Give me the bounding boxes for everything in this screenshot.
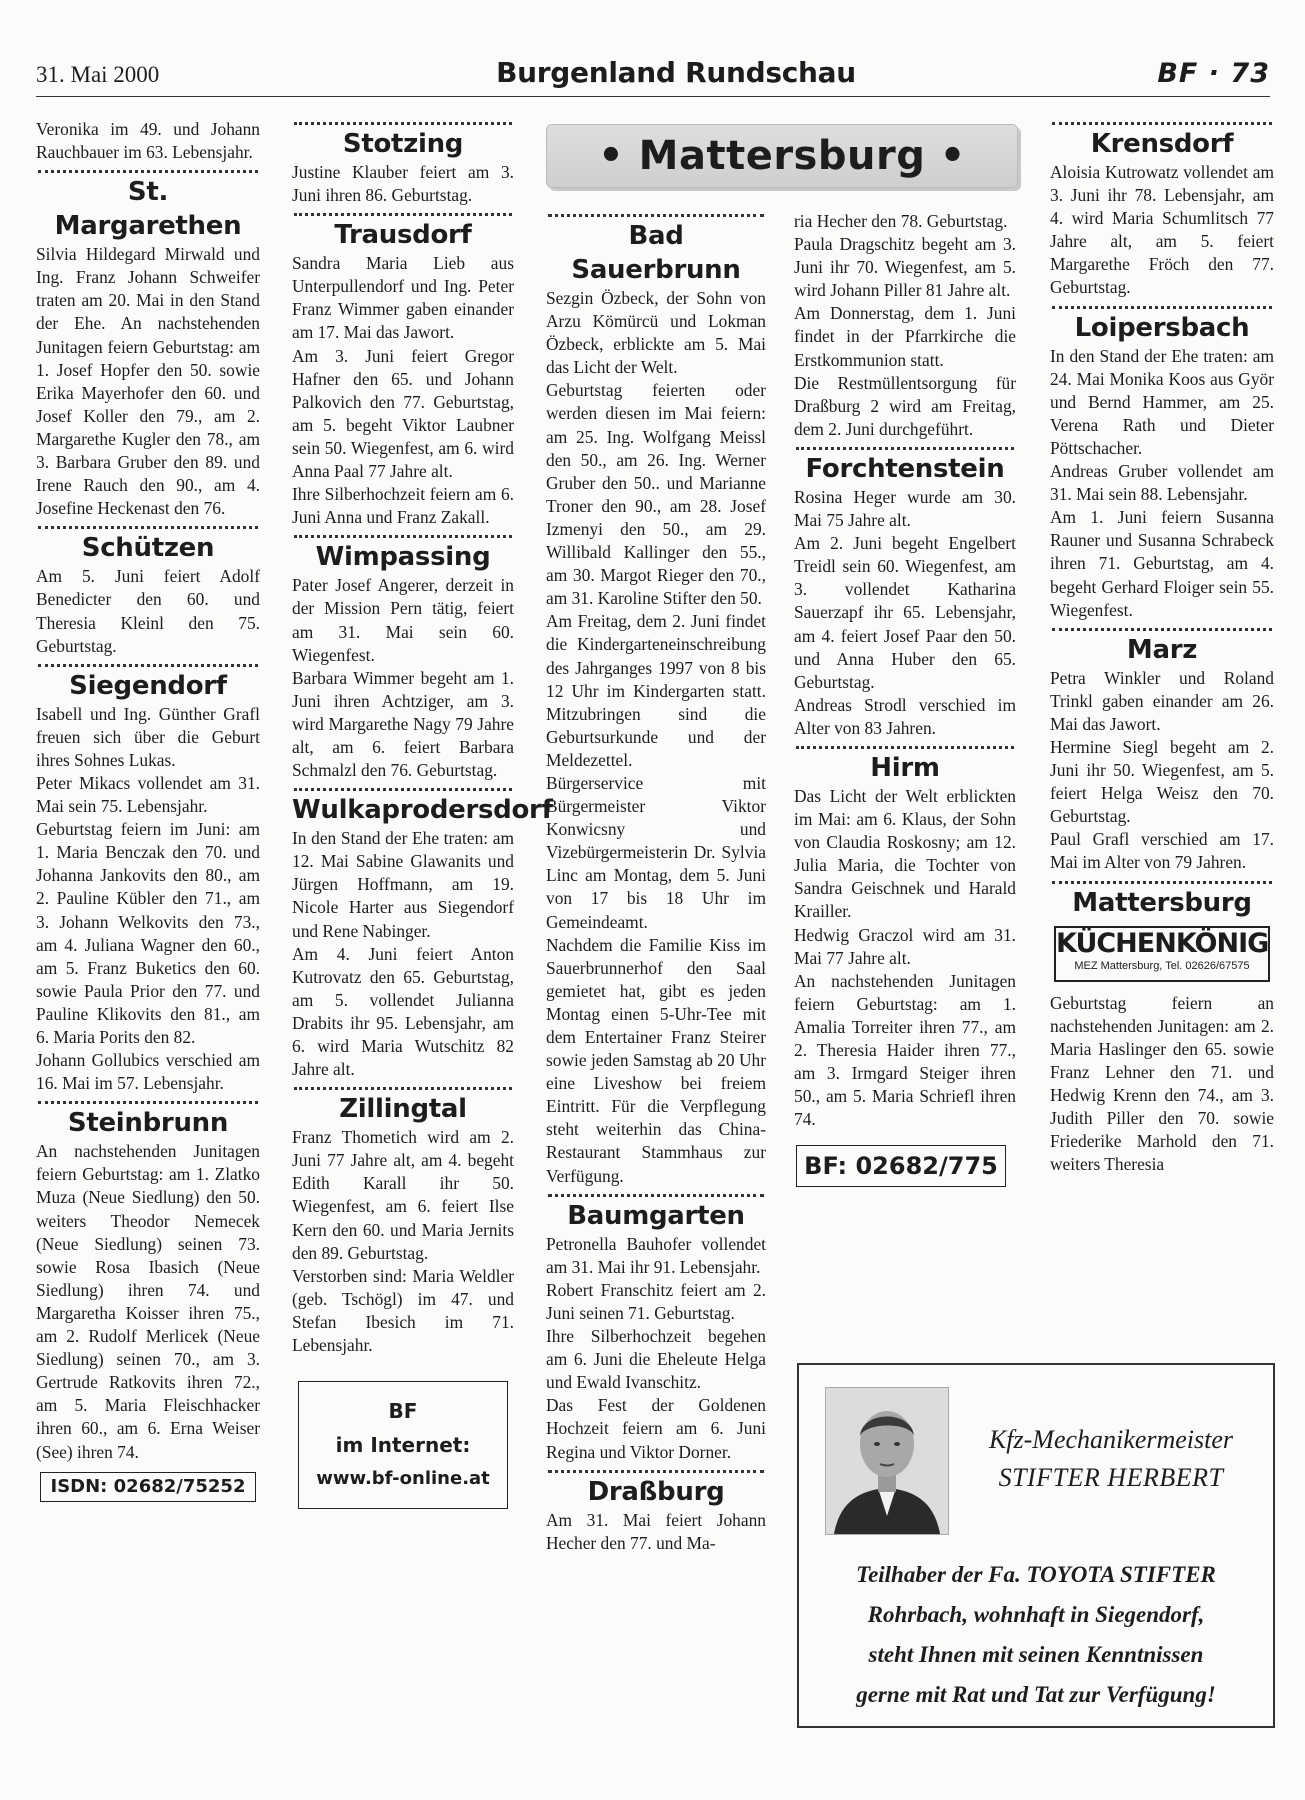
dotted-divider [548, 214, 764, 217]
column-4 [794, 210, 1016, 1187]
article-text: Bürgerservice mit Bürgermeister Viktor Konwicsny und Vizebürgermeisterin Dr. Sylvia Linc am Montag, dem 5. Juni von 17 bis 18 Uhr im Gemeindeamt. [546, 772, 766, 932]
dotted-divider [294, 535, 512, 538]
newspaper-title: Burgenland Rundschau [496, 56, 856, 89]
article-text: Sandra Maria Lieb aus Unterpullendorf und Ing. Peter Franz Wimmer gaben einander am 17. Mai das Jawort. [292, 253, 514, 343]
column-5 [1050, 118, 1274, 1176]
section-title-drassburg: Draßburg [587, 1476, 725, 1507]
bf-internet-box [298, 1381, 508, 1509]
kuechenkoenig-logo: KÜCHENKÖNIG [1056, 927, 1269, 959]
phone-box: BF: 02682/775 [796, 1145, 1006, 1187]
dotted-divider [1052, 881, 1272, 884]
article-text: Andreas Strodl verschied im Alter von 83 Jahren. [794, 694, 1016, 738]
section-title-steinbrunn: Steinbrunn [67, 1108, 229, 1139]
dotted-divider [38, 664, 258, 667]
isdn-box: ISDN: 02682/75252 [40, 1472, 256, 1502]
article-text: Am Freitag, dem 2. Juni findet die Kindergarteneinschreibung des Jahrganges 1997 von 8 bis 12 Uhr im Kindergarten statt. Mitzubringen sind die Geburtsurkunde und der Meldezettel. [546, 611, 766, 770]
article-text: Am 31. Mai feiert Johann Hecher den 77. und Ma- [546, 1509, 766, 1553]
article-text: Am 3. Juni feiert Gregor Hafner den 65. und Johann Palkovich den 77. Geburtstag, am 5. begeht Viktor Laubner sein 50. Wiegenfest, am 6. wird Anna Paal 77 Jahre alt. [292, 345, 514, 482]
article-text: Pater Josef Angerer, derzeit in der Mission Pern tätig, feiert am 31. Mai sein 60. Wiegenfest. [292, 575, 514, 665]
article-text: Ihre Silberhochzeit begehen am 6. Juni die Eheleute Helga und Ewald Ivanschitz. [546, 1326, 766, 1393]
portrait-photo [825, 1387, 949, 1535]
dotted-divider [38, 1101, 258, 1104]
ad-line: Rohrbach, wohnhaft in Siegendorf, [867, 1602, 1205, 1627]
article-text: Hedwig Graczol wird am 31. Mai 77 Jahre alt. [794, 924, 1016, 968]
article-text: Nachdem die Familie Kiss im Sauerbrunnerhof den Saal gemietet hat, gibt es jeden Montag einen 5-Uhr-Tee mit dem Entertainer Franz Steirer sowie jeden Samstag ab 20 Uhr eine Liveshow bei freiem Eintritt. Für die Verpflegung steht weiterhin das China-Restaurant Stammhaus zur Verfügung. [546, 934, 766, 1186]
article-text: Am 5. Juni feiert Adolf Benedicter den 60. und Theresia Kleinl den 75. Geburtstag. [36, 566, 260, 656]
dotted-divider [294, 213, 512, 216]
website-link[interactable]: www.bf-online.at [316, 1468, 490, 1490]
box-line: BF [388, 1399, 418, 1424]
issue-date: 31. Mai 2000 [36, 62, 160, 87]
section-title-zillingtal: Zillingtal [339, 1094, 467, 1125]
dotted-divider [38, 170, 258, 173]
section-title-wulkaprodersdorf: Wulkaprodersdorf [292, 795, 553, 826]
section-title-krensdorf: Krensdorf [1090, 129, 1234, 159]
ad-name: STIFTER HERBERT [998, 1463, 1224, 1492]
article-text: Petra Winkler und Roland Trinkl gaben einander am 26. Mai das Jawort. [1050, 667, 1274, 734]
dotted-divider [548, 1194, 764, 1197]
article-text: Geburtstag feiern im Juni: am 1. Maria Benczak den 70. und Johanna Jankovits den 80., am 2. Pauline Kübler den 71., am 3. Johann Welkovits den 73., am 4. Juliana Wagner den 60., am 5. Franz Buketics den 60. sowie Paula Prior den 77. und Pauline Klikovits den 81., am 6. Maria Porits den 82. [36, 819, 260, 1047]
article-text: Justine Klauber feiert am 3. Juni ihren 86. Geburtstag. [292, 162, 514, 206]
section-title-stotzing: Stotzing [342, 129, 464, 159]
column-2 [292, 118, 553, 1509]
article-text: Barbara Wimmer begeht am 1. Juni ihren Achtziger, am 3. wird Margarethe Nagy 79 Jahre alt, am 6. feiert Barbara Schmalzl den 76. Geburtstag. [292, 667, 514, 781]
article-text: Ihre Silberhochzeit feiern am 6. Juni Anna und Franz Zakall. [292, 484, 514, 528]
mechanic-advertisement [797, 1363, 1275, 1728]
section-title-trausdorf: Trausdorf [334, 220, 472, 251]
ad-text [809, 1555, 1263, 1715]
dotted-divider [1052, 628, 1272, 631]
region-banner-title: • Mattersburg • [598, 133, 966, 179]
dotted-divider [548, 1470, 764, 1473]
article-text: Rosina Heger wurde am 30. Mai 75 Jahre alt. [794, 486, 1016, 531]
article-text: Hermine Siegl begeht am 2. Juni ihr 50. Wiegenfest, am 5. feiert Helga Weisz den 70. Geburtstag. [1050, 736, 1274, 827]
section-title-bad-sauerbrunn: Bad Sauerbrunn [571, 221, 741, 285]
section-title-mattersburg: Mattersburg [1072, 887, 1252, 918]
ad-line: gerne mit Rat und Tat zur Verfügung! [856, 1682, 1216, 1707]
article-text: Silvia Hildegard Mirwald und Ing. Franz Johann Schweifer traten am 20. Mai in den Stand der Ehe. An nachstehenden Junitagen feiern Geburtstag: am 1. Josef Hopfer den 50. sowie Erika Mayerhofer den 60. und Josef Koller den 79., am 2. Margarethe Kugler den 78., am 3. Barbara Gruber den 89. und Irene Rauch den 90., am 4. Josefine Heckenast den 76. [36, 244, 260, 519]
kuechenkoenig-contact: MEZ Mattersburg, Tel. 02626/67575 [1074, 959, 1250, 972]
dotted-divider [294, 1087, 512, 1090]
dotted-divider [796, 746, 1014, 749]
article-text: Aloisia Kutrowatz vollendet am 3. Juni ihr 78. Lebensjahr, am 4. wird Maria Schumlitsch 77 Jahre alt, am 5. feiert Margarethe Fröch den 77. Geburtstag. [1050, 162, 1274, 298]
dotted-divider [294, 122, 512, 125]
section-title-baumgarten: Baumgarten [567, 1200, 745, 1231]
article-text: Geburtstag feiern an nachstehenden Junitagen: am 2. Maria Haslinger den 65. sowie Franz Lehner den 71. und Hedwig Krenn den 74., am 3. Judith Piller den 70. sowie Friederike Marhold den 71. weiters Theresia [1050, 992, 1274, 1175]
dotted-divider [1052, 122, 1272, 125]
section-title-forchtenstein: Forchtenstein [805, 453, 1005, 484]
ad-title: Kfz-Mechanikermeister [988, 1425, 1234, 1454]
article-text: Die Restmüllentsorgung für Draßburg 2 wird am Freitag, dem 2. Juni durchgeführt. [794, 372, 1016, 439]
article-text: In den Stand der Ehe traten: am 12. Mai Sabine Glawanits und Jürgen Hoffmann, am 19. Nicole Harter aus Siegendorf und Rene Nabinger. [292, 828, 514, 941]
article-text: Andreas Gruber vollendet am 31. Mai sein 88. Lebensjahr. [1050, 461, 1274, 505]
page-header [36, 56, 1270, 97]
page-number: BF · 73 [1157, 58, 1270, 89]
section-title-hirm: Hirm [870, 752, 940, 783]
article-text: Paula Dragschitz begeht am 3. Juni ihr 70. Wiegenfest, am 5. wird Johann Piller 81 Jahre alt. [794, 234, 1016, 301]
article-text: Paul Grafl verschied am 17. Mai im Alter von 79 Jahren. [1050, 829, 1274, 873]
dotted-divider [294, 788, 512, 791]
article-text: ria Hecher den 78. Geburtstag. [794, 211, 1008, 231]
box-line: im Internet: [335, 1433, 471, 1458]
article-text: An nachstehenden Junitagen feiern Geburtstag: am 1. Amalia Torreiter ihren 77., am 2. Theresia Haider ihren 77., am 3. Irmgard Steiger ihren 50., am 5. Maria Schriefl ihren 74. [794, 970, 1016, 1130]
section-title-st-margarethen: St. Margarethen [54, 177, 242, 242]
article-text: Am 2. Juni begeht Engelbert Treidl sein 60. Wiegenfest, am 3. vollendet Katharina Sauerzapf ihr 65. Lebensjahr, am 4. feiert Josef Paar den 50. und Anna Huber den 65. Geburtstag. [794, 533, 1016, 692]
article-text: Am 1. Juni feiern Susanna Rauner und Susanna Schrabeck ihren 71. Geburtstag, am 4. begeht Gerhard Floiger sein 55. Wiegenfest. [1050, 507, 1274, 620]
kuechenkoenig-ad [1054, 926, 1270, 982]
section-title-marz: Marz [1126, 634, 1198, 665]
article-text: Peter Mikacs vollendet am 31. Mai sein 75. Lebensjahr. [36, 772, 260, 817]
ad-line: Teilhaber der Fa. TOYOTA STIFTER [856, 1562, 1216, 1587]
article-text: Verstorben sind: Maria Weldler (geb. Tschögl) im 47. und Stefan Ibesich im 71. Lebensjahr. [292, 1265, 514, 1356]
article-text: Franz Thometich wird am 2. Juni 77 Jahre alt, am 4. begeht Edith Karall ihr 50. Wiegenfest, am 6. feiert Ilse Kern den 60. und Maria Jernits den 89. Geburtstag. [292, 1127, 514, 1263]
article-text: Johann Gollubics verschied am 16. Mai im 57. Lebensjahr. [36, 1050, 260, 1094]
article-text: Veronika im 49. und Johann Rauchbauer im 63. Lebensjahr. [36, 119, 260, 163]
section-title-siegendorf: Siegendorf [69, 670, 227, 701]
ad-line: steht Ihnen mit seinen Kenntnissen [868, 1642, 1204, 1667]
dotted-divider [796, 447, 1014, 450]
article-text: In den Stand der Ehe traten: am 24. Mai Monika Koos aus Györ und Bernd Hammer, am 25. Verena Rath und Dieter Pöttschacher. [1050, 345, 1274, 458]
column-1 [36, 118, 260, 1502]
article-text: Das Licht der Welt erblickten im Mai: am 6. Klaus, der Sohn von Claudia Roskosny; am 12. Julia Maria, die Tochter von Sandra Geischnek und Harald Krailler. [794, 785, 1016, 922]
article-text: An nachstehenden Junitagen feiern Geburtstag: am 1. Zlatko Muza (Neue Siedlung) den 50. weiters Theodor Nemecek (Neue Siedlung) seinen 73. sowie Rosa Ibasich (Neue Siedlung) ihren 74. und Margaretha Koisser ihren 75., am 2. Rudolf Merlicek (Neue Siedlung) seinen 70., am 3. Gertrude Ratkovits ihren 72., am 5. Maria Fleischhacker ihren 60., am 6. Erna Weiser (See) ihren 74. [36, 1141, 260, 1462]
article-text: Sezgin Özbeck, der Sohn von Arzu Kömürcü und Lokman Özbeck, erblickte am 5. Mai das Licht der Welt. [546, 288, 766, 378]
section-title-wimpassing: Wimpassing [315, 542, 491, 573]
region-banner [546, 124, 1018, 188]
section-title-loipersbach: Loipersbach [1074, 312, 1250, 343]
dotted-divider [1052, 306, 1272, 309]
column-3 [546, 210, 766, 1555]
article-text: Isabell und Ing. Günther Grafl freuen sich über die Geburt ihres Sohnes Lukas. [36, 703, 260, 770]
article-text: Geburtstag feierten oder werden diesen im Mai feiern: am 25. Ing. Wolfgang Meissl den 50., am 26. Ing. Werner Gruber den 50.. und Marianne Troner den 90., am 28. Josef Izmenyi den 50., am 29. Willibald Kallinger den 55., am 30. Margot Rieger den 70., am 31. Karoline Stifter den 50. [546, 380, 766, 609]
article-text: Am Donnerstag, dem 1. Juni findet in der Pfarrkirche die Erstkommunion statt. [794, 303, 1016, 370]
article-text: Petronella Bauhofer vollendet am 31. Mai ihr 91. Lebensjahr. [546, 1233, 766, 1277]
section-title-schuetzen: Schützen [81, 533, 215, 564]
article-text: Das Fest der Goldenen Hochzeit feiern am 6. Juni Regina und Viktor Dorner. [546, 1395, 766, 1462]
article-text: Robert Franschitz feiert am 2. Juni seinen 71. Geburtstag. [546, 1279, 766, 1323]
article-text: Am 4. Juni feiert Anton Kutrovatz den 65. Geburtstag, am 5. vollendet Julianna Drabits ihr 95. Lebensjahr, am 6. wird Maria Wutschitz 82 Jahre alt. [292, 943, 514, 1080]
dotted-divider [38, 526, 258, 529]
